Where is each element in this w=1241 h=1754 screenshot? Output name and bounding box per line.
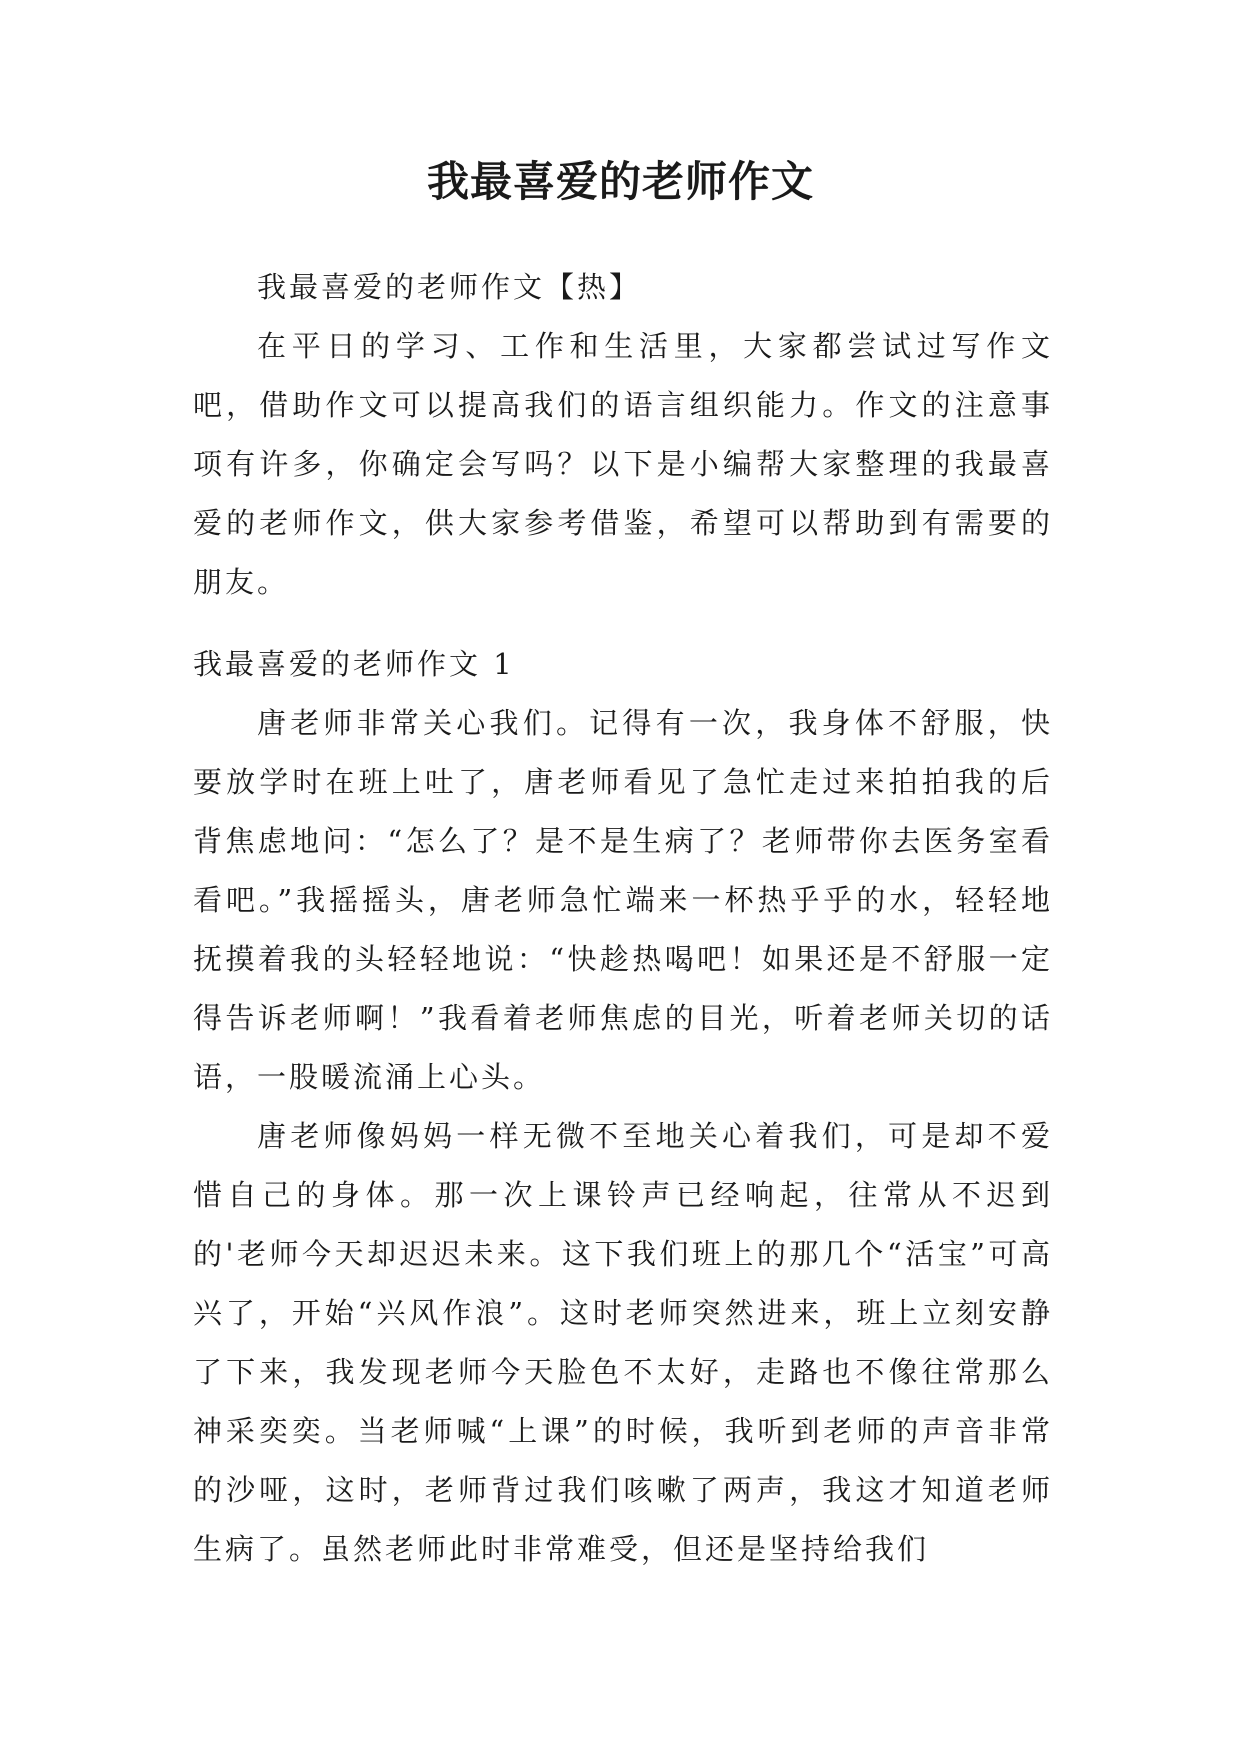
intro-paragraph: 在平日的学习、工作和生活里，大家都尝试过写作文吧，借助作文可以提高我们的语言组织能力。作文的注意事项有许多，你确定会写吗？以下是小编帮大家整理的我最喜爱的老师作文，供大家参考借鉴，希望可以帮助到有需要的朋友。 [193,329,1053,599]
section-heading: 我最喜爱的老师作文 1 [193,647,515,681]
essay-paragraph: 唐老师非常关心我们。记得有一次，我身体不舒服，快要放学时在班上吐了，唐老师看见了急忙走过来拍拍我的后背焦虑地问：“怎么了？是不是生病了？老师带你去医务室看看吧。”我摇摇头，唐老师急忙端来一杯热乎乎的水，轻轻地抚摸着我的头轻轻地说：“快趁热喝吧！如果还是不舒服一定得告诉老师啊！”我看着老师焦虑的目光，听着老师关切的话语，一股暖流涌上心头。 [193,706,1053,1094]
intro-block [193,258,1053,612]
essay-section [193,635,1053,1579]
essay-paragraph: 唐老师像妈妈一样无微不至地关心着我们，可是却不爱惜自己的身体。那一次上课铃声已经响起，往常从不迟到的'老师今天却迟迟未来。这下我们班上的那几个“活宝”可高兴了，开始“兴风作浪”。这时老师突然进来，班上立刻安静了下来，我发现老师今天脸色不太好，走路也不像往常那么神采奕奕。当老师喊“上课”的时候，我听到老师的声音非常的沙哑，这时，老师背过我们咳嗽了两声，我这才知道老师生病了。虽然老师此时非常难受，但还是坚持给我们 [193,1119,1053,1566]
document-title: 我最喜爱的老师作文 [426,157,814,206]
document-subtitle: 我最喜爱的老师作文【热】 [257,270,642,304]
